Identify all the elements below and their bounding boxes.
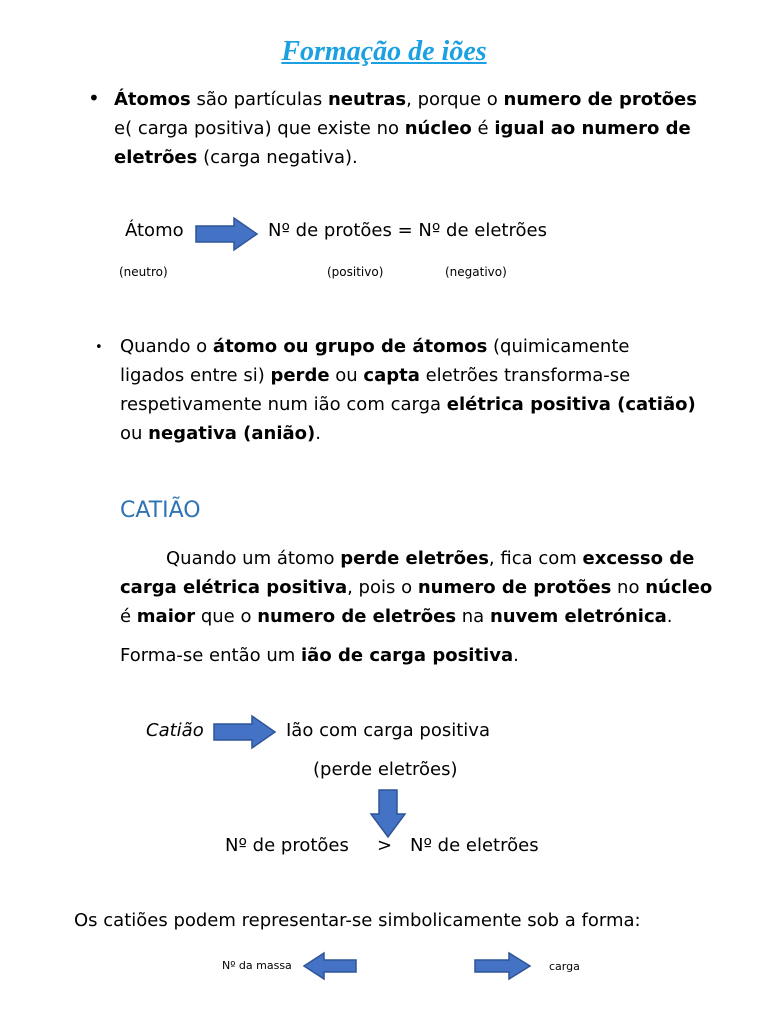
paragraph-2-line-2 — [120, 361, 630, 390]
paragraph-3-line-2 — [120, 573, 712, 602]
text-run: Quando o — [120, 336, 213, 357]
paragraph-1-line-3 — [114, 143, 358, 172]
text-run: , pois o — [347, 577, 418, 598]
text-run: respetivamente num ião com carga — [120, 394, 447, 415]
bold-text-run: numero de protões — [503, 89, 697, 110]
charge-label: carga — [549, 960, 580, 973]
text-run: é — [471, 118, 495, 139]
paragraph-3-line-1 — [166, 544, 694, 573]
greater-than-sign: > — [377, 835, 393, 856]
text-run: na — [456, 606, 490, 627]
text-run: . — [315, 423, 321, 444]
label-neutral: (neutro) — [119, 265, 168, 279]
mass-number-label: Nº da massa — [222, 959, 292, 972]
bold-text-run: ião de carga positiva — [301, 645, 514, 666]
text-run: (carga negativa). — [197, 147, 358, 168]
text-run: (quimicamente — [487, 336, 630, 357]
bold-text-run: perde — [270, 365, 330, 386]
left-arrow-icon — [302, 951, 358, 981]
paragraph-1-line-1 — [114, 85, 697, 114]
text-run: . — [513, 645, 519, 666]
text-run: no — [611, 577, 646, 598]
ion-positive-charge: Ião com carga positiva — [286, 720, 490, 741]
protons-equals-electrons: Nº de protões = Nº de eletrões — [268, 220, 547, 241]
bullet-dot: • — [95, 340, 103, 355]
down-arrow-icon — [368, 788, 408, 840]
text-run: e( carga positiva) que existe no — [114, 118, 405, 139]
label-positive: (positivo) — [327, 265, 384, 279]
page-title: Formação de iões — [281, 36, 487, 67]
bold-text-run: nuvem eletrónica — [489, 606, 667, 627]
right-arrow-icon — [194, 216, 260, 252]
text-run: , porque o — [406, 89, 504, 110]
compare-electrons: Nº de eletrões — [410, 835, 539, 856]
text-run: é — [120, 606, 137, 627]
section-heading-catiao: CATIÃO — [120, 498, 201, 523]
bold-text-run: núcleo — [645, 577, 713, 598]
bold-text-run: excesso de — [582, 548, 695, 569]
bold-text-run: núcleo — [404, 118, 472, 139]
paragraph-2-line-1 — [120, 332, 629, 361]
text-run: , fica com — [488, 548, 583, 569]
label-negative: (negativo) — [445, 265, 507, 279]
text-run: são partículas — [190, 89, 328, 110]
text-run: eletrões transforma-se — [419, 365, 631, 386]
atom-label: Átomo — [125, 220, 184, 241]
bold-text-run: carga elétrica positiva — [120, 577, 348, 598]
text-run: Forma-se então um — [120, 645, 302, 666]
bold-text-run: numero de eletrões — [257, 606, 457, 627]
paragraph-2-line-4 — [120, 419, 321, 448]
bold-text-run: átomo ou grupo de átomos — [212, 336, 488, 357]
bold-text-run: igual ao numero de — [494, 118, 691, 139]
bold-text-run: elétrica positiva (catião) — [446, 394, 696, 415]
right-arrow-icon — [212, 714, 278, 750]
bold-text-run: capta — [363, 365, 420, 386]
loses-electrons: (perde eletrões) — [313, 759, 458, 780]
compare-protons: Nº de protões — [225, 835, 349, 856]
bold-text-run: maior — [136, 606, 196, 627]
bold-text-run: neutras — [327, 89, 407, 110]
bold-text-run: eletrões — [114, 147, 198, 168]
text-run: ou — [329, 365, 364, 386]
paragraph-2-line-3 — [120, 390, 696, 419]
paragraph-5: Os catiões podem representar-se simbolicamente sob a forma: — [74, 910, 641, 931]
cation-label: Catião — [146, 720, 204, 741]
text-run: que o — [195, 606, 258, 627]
text-run: ligados entre si) — [120, 365, 271, 386]
bold-text-run: numero de protões — [417, 577, 612, 598]
text-run: ou — [120, 423, 149, 444]
bullet-dot: • — [88, 86, 100, 110]
paragraph-4 — [120, 641, 519, 670]
bold-text-run: Átomos — [114, 89, 191, 110]
text-run: Quando um átomo — [166, 548, 341, 569]
right-arrow-icon — [473, 951, 533, 981]
text-run: . — [666, 606, 673, 627]
paragraph-1-line-2 — [114, 114, 691, 143]
paragraph-3-line-3 — [120, 602, 673, 631]
bold-text-run: negativa (anião) — [148, 423, 316, 444]
bold-text-run: perde eletrões — [340, 548, 489, 569]
